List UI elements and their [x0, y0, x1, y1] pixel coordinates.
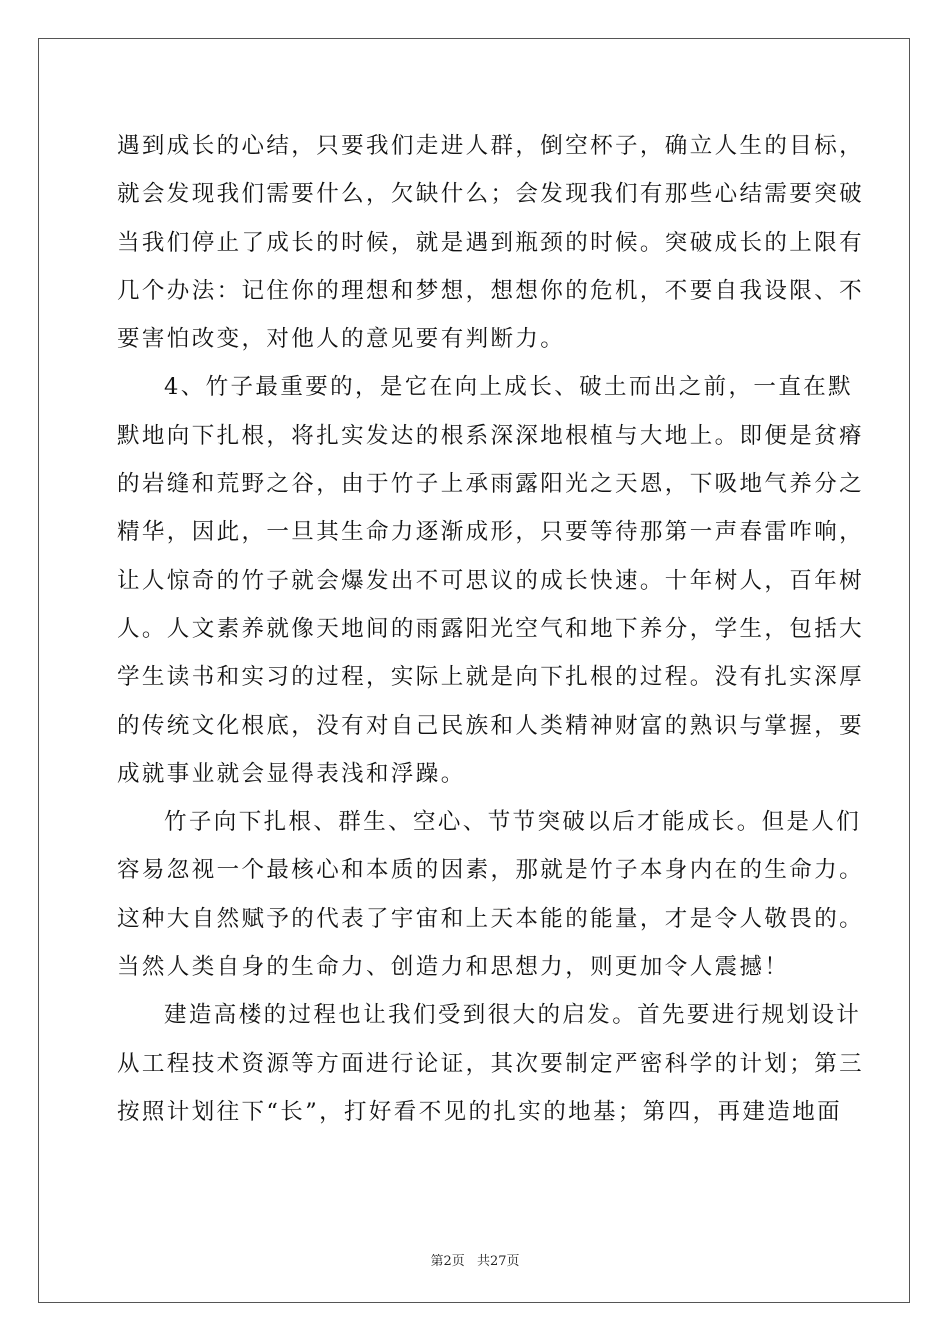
page-footer: [0, 1250, 950, 1269]
text-line: 人。人文素养就像天地间的雨露阳光空气和地下养分，学生，包括大: [117, 615, 865, 642]
text-line: 的传统文化根底，没有对自己民族和人类精神财富的熟识与掌握，要: [117, 712, 865, 739]
text-line: 从工程技术资源等方面进行论证，其次要制定严密科学的计划；第三: [117, 1050, 865, 1077]
text-line: 按照计划往下“长”，打好看不见的扎实的地基；第四，再建造地面: [117, 1098, 843, 1125]
text-line: 竹子向下扎根、群生、空心、节节突破以后才能成长。但是人们: [164, 809, 862, 836]
text-line: 建造高楼的过程也让我们受到很大的启发。首先要进行规划设计: [164, 1002, 862, 1029]
text-line: 4、竹子最重要的，是它在向上成长、破土而出之前，一直在默: [164, 374, 854, 401]
text-line: 这种大自然赋予的代表了宇宙和上天本能的能量，才是令人敬畏的。: [117, 905, 865, 932]
page-number: 第2页: [430, 1254, 465, 1269]
document-body: [117, 122, 865, 1136]
text-line: 就会发现我们需要什么，欠缺什么；会发现我们有那些心结需要突破: [117, 181, 865, 208]
text-line: 的岩缝和荒野之谷，由于竹子上承雨露阳光之天恩，下吸地气养分之: [117, 471, 865, 498]
text-line: 当我们停止了成长的时候，就是遇到瓶颈的时候。突破成长的上限有: [117, 229, 865, 256]
text-line: 默地向下扎根，将扎实发达的根系深深地根植与大地上。即便是贫瘠: [117, 422, 865, 449]
text-line: 成就事业就会显得表浅和浮躁。: [117, 760, 466, 787]
text-line: 容易忽视一个最核心和本质的因素，那就是竹子本身内在的生命力。: [117, 857, 865, 884]
page-total: 共27页: [476, 1254, 520, 1269]
text-line: 几个办法：记住你的理想和梦想，想想你的危机，不要自我设限、不: [117, 277, 865, 304]
text-line: 精华，因此，一旦其生命力逐渐成形，只要等待那第一声春雷咋响，: [117, 519, 865, 546]
text-line: 要害怕改变，对他人的意见要有判断力。: [117, 326, 566, 353]
text-line: 遇到成长的心结，只要我们走进人群，倒空杯子，确立人生的目标，: [117, 133, 865, 159]
text-line: 让人惊奇的竹子就会爆发出不可思议的成长快速。十年树人，百年树: [117, 567, 865, 594]
text-line: 学生读书和实习的过程，实际上就是向下扎根的过程。没有扎实深厚: [117, 664, 865, 691]
text-line: 当然人类自身的生命力、创造力和思想力，则更加令人震撼！: [117, 954, 790, 981]
